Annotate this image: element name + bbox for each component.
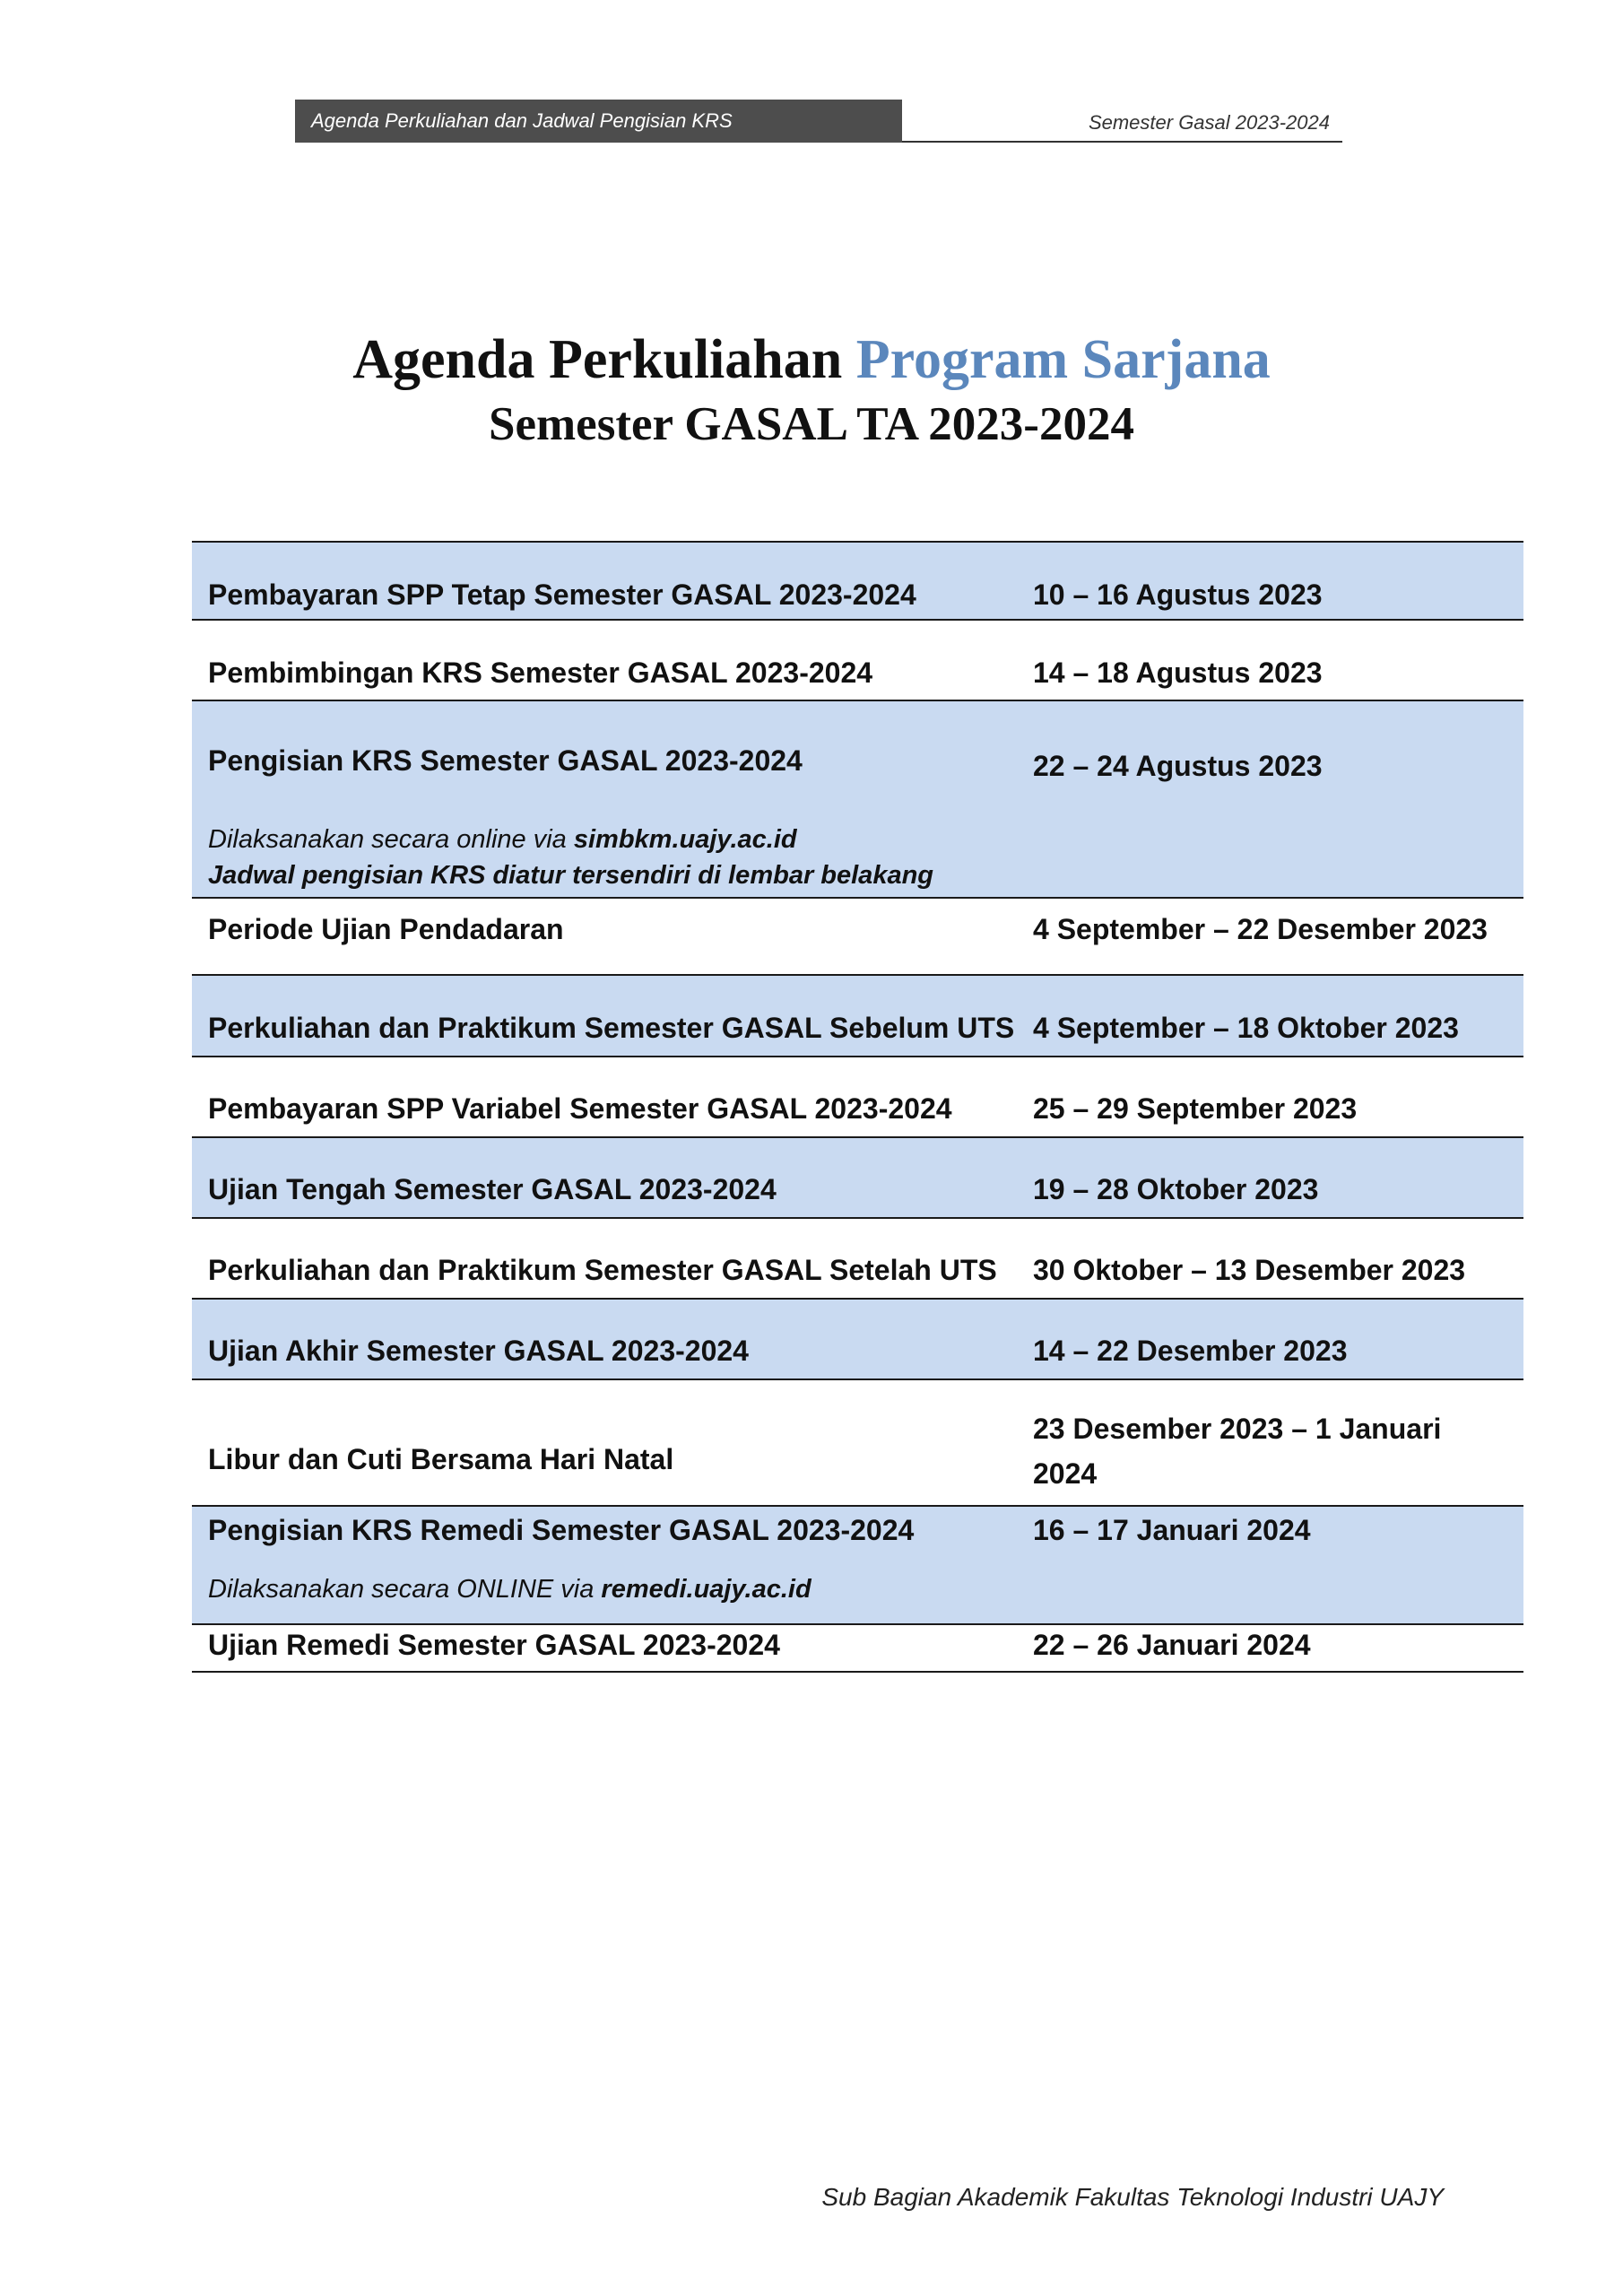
date-cell: 30 Oktober – 13 Desember 2023 — [1033, 1254, 1466, 1286]
date-cell: 4 September – 18 Oktober 2023 — [1033, 1012, 1459, 1044]
activity-cell: Libur dan Cuti Bersama Hari Natal — [208, 1443, 674, 1475]
table-row — [192, 621, 1523, 701]
title-main: Agenda Perkuliahan — [352, 329, 856, 390]
row-note-secondary: Jadwal pengisian KRS diatur tersendiri di lembar belakang — [208, 861, 933, 890]
activity-cell: Perkuliahan dan Praktikum Semester GASAL Setelah UTS — [208, 1254, 997, 1286]
date-line: 2024 — [1033, 1457, 1098, 1490]
table-row — [192, 1625, 1523, 1673]
activity-cell: Ujian Akhir Semester GASAL 2023-2024 — [208, 1335, 749, 1367]
page-header — [295, 100, 1342, 143]
activity-cell: Pengisian KRS Remedi Semester GASAL 2023-2024 — [208, 1514, 915, 1546]
table-row — [192, 899, 1523, 976]
date-cell: 22 – 26 Januari 2024 — [1033, 1629, 1311, 1661]
header-right-label: Semester Gasal 2023-2024 — [902, 100, 1342, 143]
date-cell — [1033, 1411, 1517, 1492]
title-accent: Program Sarjana — [855, 329, 1271, 390]
note-link: remedi.uajy.ac.id — [601, 1575, 812, 1604]
date-line: 23 Desember 2023 – 1 Januari — [1033, 1413, 1442, 1445]
date-cell: 22 – 24 Agustus 2023 — [1033, 750, 1323, 782]
row-note — [208, 1571, 812, 1607]
date-cell: 10 – 16 Agustus 2023 — [1033, 578, 1323, 611]
header-left-label: Agenda Perkuliahan dan Jadwal Pengisian KRS — [295, 100, 902, 143]
page-title — [0, 326, 1623, 394]
table-row — [192, 541, 1523, 621]
activity-cell: Pembayaran SPP Variabel Semester GASAL 2023-2024 — [208, 1092, 952, 1125]
table-row — [192, 1300, 1523, 1380]
date-cell: 16 – 17 Januari 2024 — [1033, 1514, 1311, 1546]
table-row — [192, 1380, 1523, 1507]
table-row — [192, 976, 1523, 1057]
activity-cell: Perkuliahan dan Praktikum Semester GASAL Sebelum UTS — [208, 1012, 1015, 1044]
date-cell: 25 – 29 September 2023 — [1033, 1092, 1358, 1125]
table-row — [192, 1138, 1523, 1219]
table-row — [192, 1507, 1523, 1625]
date-cell: 19 – 28 Oktober 2023 — [1033, 1173, 1319, 1205]
activity-cell: Ujian Tengah Semester GASAL 2023-2024 — [208, 1173, 777, 1205]
date-cell: 4 September – 22 Desember 2023 — [1033, 913, 1488, 945]
table-row — [192, 701, 1523, 899]
schedule-table — [192, 541, 1523, 1673]
row-note — [208, 822, 797, 857]
activity-cell: Pembimbingan KRS Semester GASAL 2023-2024 — [208, 657, 873, 689]
note-text: Dilaksanakan secara ONLINE via — [208, 1575, 602, 1604]
table-row — [192, 1219, 1523, 1300]
date-cell: 14 – 18 Agustus 2023 — [1033, 657, 1323, 689]
note-link: simbkm.uajy.ac.id — [573, 825, 797, 854]
page-footer: Sub Bagian Akademik Fakultas Teknologi Industri UAJY — [821, 2183, 1444, 2211]
date-cell: 14 – 22 Desember 2023 — [1033, 1335, 1348, 1367]
note-text: Dilaksanakan secara online via — [208, 825, 574, 854]
activity-cell: Pembayaran SPP Tetap Semester GASAL 2023-2024 — [208, 578, 916, 611]
activity-cell: Periode Ujian Pendadaran — [208, 913, 564, 945]
table-row — [192, 1057, 1523, 1138]
activity-cell: Pengisian KRS Semester GASAL 2023-2024 — [208, 744, 803, 777]
page-subtitle: Semester GASAL TA 2023-2024 — [489, 398, 1134, 450]
activity-cell: Ujian Remedi Semester GASAL 2023-2024 — [208, 1629, 780, 1661]
